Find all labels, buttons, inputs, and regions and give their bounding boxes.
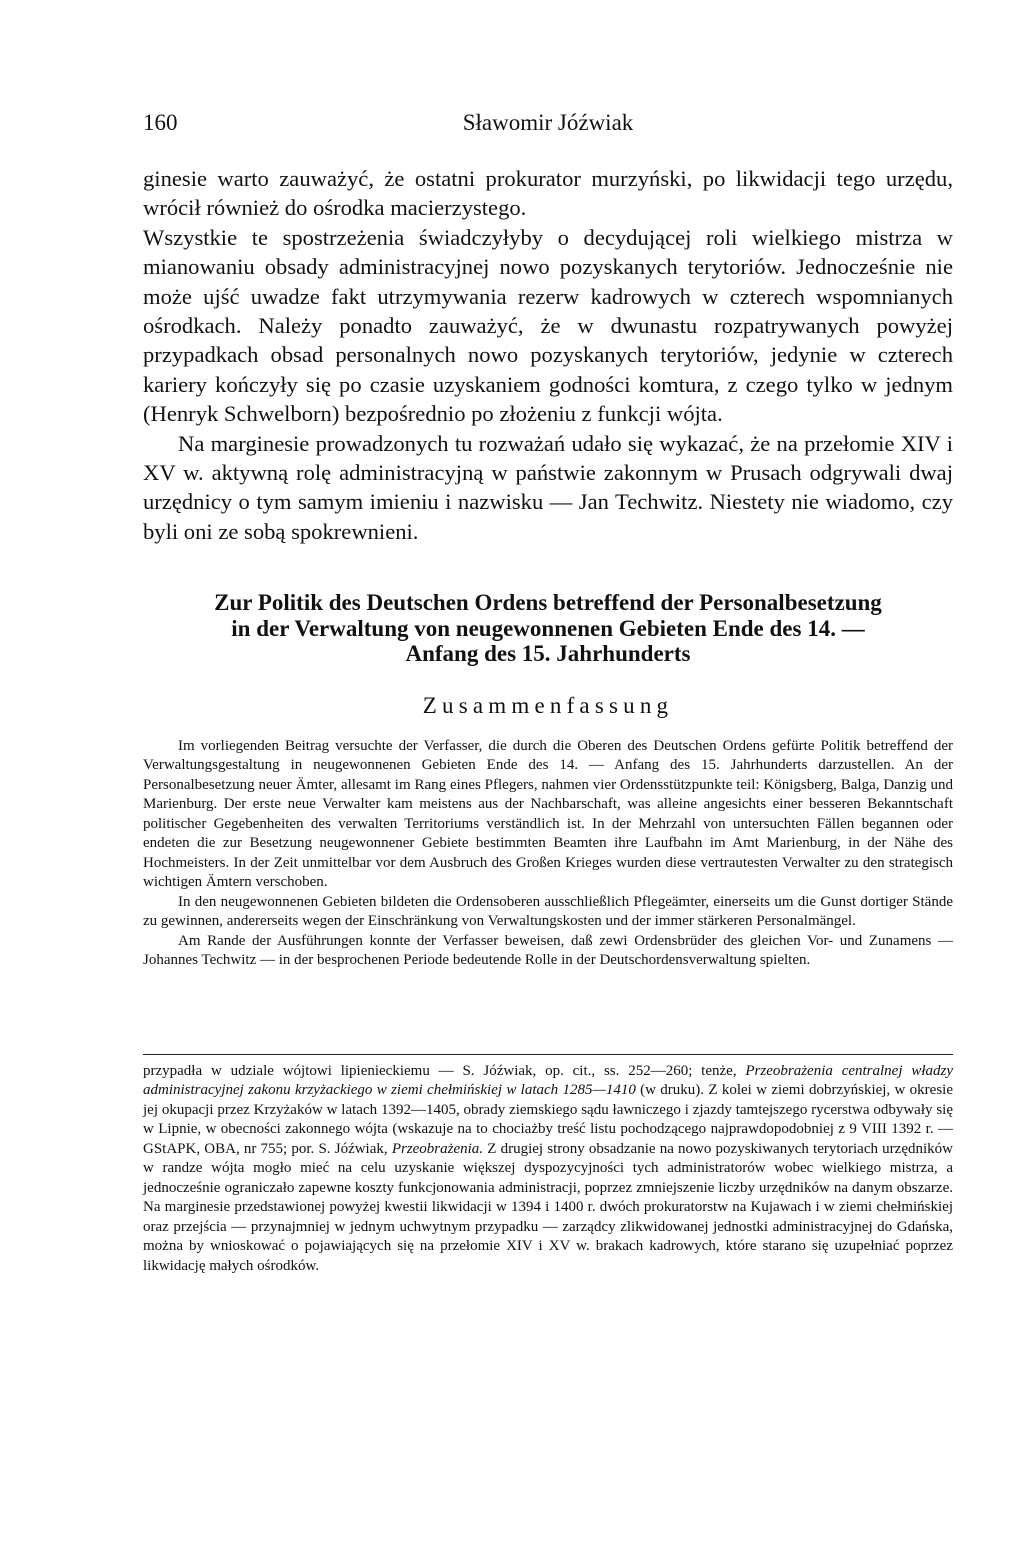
page-number: 160 — [143, 110, 178, 135]
main-text — [143, 164, 953, 546]
summary-title — [143, 590, 953, 667]
page-header — [143, 110, 953, 144]
footnote-segment: przypadła w udziale wójtowi lipienieckiemu — S. Jóźwiak, op. cit., ss. 252—260; tenże, — [143, 1062, 746, 1079]
body-paragraph: ginesie warto zauważyć, że ostatni prokurator murzyński, po likwidacji tego urzędu, wrócił również do ośrodka macierzystego. — [143, 166, 953, 221]
footnote-segment: Z drugiej strony obsadzanie na nowo pozyskiwanych terytoriach urzędników w randze wójta mogło mieć na celu uzyskanie większej dyspozycyjności tych administratorów wobec wielkiego mistrza, a jednocześnie ograniczało zapewne koszty funkcjonowania administracji, poprzez zmniejszenie liczby urzędników na danym obszarze. Na marginesie przedstawionej powyżej kwestii likwidacji w 1394 i 1400 r. dwóch prokuratorstw na Kujawach i w ziemi chełmińskiej oraz przejścia — przynajmniej w jednym uchwytnym przypadku — zarządcy zlikwidowanej jednostki administracyjnej do Gdańska, można by wnioskować o pojawiających się na przełomie XIV i XV w. brakach kadrowych, które starano się uzupełniać poprzez likwidację małych ośrodków. — [143, 1140, 953, 1274]
summary-paragraph: Am Rande der Ausführungen konnte der Verfasser beweisen, daß zewi Ordensbrüder des gleichen Vor- und Zunamens — Johannes Techwitz — in der besprochenen Periode bedeutende Rolle in der Deutschordensverwaltung spielten. — [143, 932, 953, 969]
body-paragraph: Na marginesie prowadzonych tu rozważań udało się wykazać, że na przełomie XIV i XV w. aktywną rolę administracyjną w państwie zakonnym w Prusach odgrywali dwaj urzędnicy o tym samym imieniu i nazwisku — Jan Techwitz. Niestety nie wiadomo, czy byli oni ze sobą spokrewnieni. — [143, 430, 953, 544]
summary-text — [143, 737, 953, 971]
summary-title-line: Zur Politik des Deutschen Ordens betreffend der Personalbesetzung — [214, 590, 882, 616]
footnote-segment-italic: Przeobrażenia centralnej władzy administracyjnej zakonu krzyżackiego w ziemi chełmińskiej w latach 1285—1410 — [143, 1062, 953, 1099]
summary-paragraph: Im vorliegenden Beitrag versuchte der Verfasser, die durch die Oberen des Deutschen Ordens gefürte Politik betreffend der Verwaltungsgestaltung in neugewonnenen Gebieten Ende des 14. — Anfang des 15. Jahrhunderts darzustellen. An der Personalbesetzung neuer Ämter, allesamt im Rang eines Pflegers, nahmen vier Ordensstützpunkte teil: Königsberg, Balga, Danzig und Marienburg. Der erste neue Verwalter kam meistens aus der Nachbarschaft, was alleine angesichts einer besseren Bekanntschaft politischer Gegebenheiten des verwalten Territoriums verständlich ist. In der Mehrzahl von untersuchten Fällen begannen oder endeten die zur Besetzung neugewonnener Gebiete bestimmten Beamten ihre Laufbahn im Amt Marienburg, in der Nähe des Hochmeisters. In der Zeit unmittelbar vor dem Ausbruch des Großen Krieges wurden diese vertrautesten Verwalter zu den strategisch wichtigen Ämtern verschoben. — [143, 737, 953, 891]
footnote-segment-italic: Przeobrażenia. — [391, 1140, 484, 1157]
summary-title-line: Anfang des 15. Jahrhunderts — [405, 641, 691, 667]
footnote-paragraph — [143, 1062, 953, 1277]
footnote-segment: (w druku). Z kolei w ziemi dobrzyńskiej, w okresie jej okupacji przez Krzyżaków w latach 1392—1405, obrady ziemskiego sądu ławniczego i zjazdy tamtejszego rycerstwa odbywały się w Lipnie, w obecności zakonnego wójta (wskazuje na to chociażby treść listu pochodzącego najprawdopodobniej z 9 VIII 1392 r. — GStAPK, OBA, nr 755; por. S. Jóźwiak, — [143, 1082, 953, 1157]
summary-paragraph: In den neugewonnenen Gebieten bildeten die Ordensoberen ausschließlich Pflegeämter, einerseits um die Gunst dortiger Stände zu gewinnen, andererseits wegen der Einschränkung von Verwaltungskosten und der immer stärkeren Personalmängel. — [143, 893, 953, 930]
running-head: Sławomir Jóźwiak — [462, 110, 634, 135]
body-paragraph: Wszystkie te spostrzeżenia świadczyłyby o decydującej roli wielkiego mistrza w mianowaniu obsady administracyjnej nowo pozyskanych terytoriów. Jednocześnie nie może ujść uwadze fakt utrzymywania rezerw kadrowych w czterech wspomnianych ośrodkach. Należy ponadto zauważyć, że w dwunastu rozpatrywanych powyżej przypadkach obsad personalnych nowo pozyskanych terytoriów, jedynie w czterech kariery kończyły się po czasie uzyskaniem godności komtura, z czego tylko w jednym (Henryk Schwelborn) bezpośrednio po złożeniu z funkcji wójta. — [143, 224, 953, 427]
page — [143, 110, 953, 1276]
summary-heading: Zusammenfassung — [422, 692, 674, 718]
footnote-divider — [143, 1054, 953, 1055]
summary-title-line: in der Verwaltung von neugewonnenen Gebieten Ende des 14. — — [231, 615, 865, 641]
footnotes — [143, 1062, 953, 1277]
